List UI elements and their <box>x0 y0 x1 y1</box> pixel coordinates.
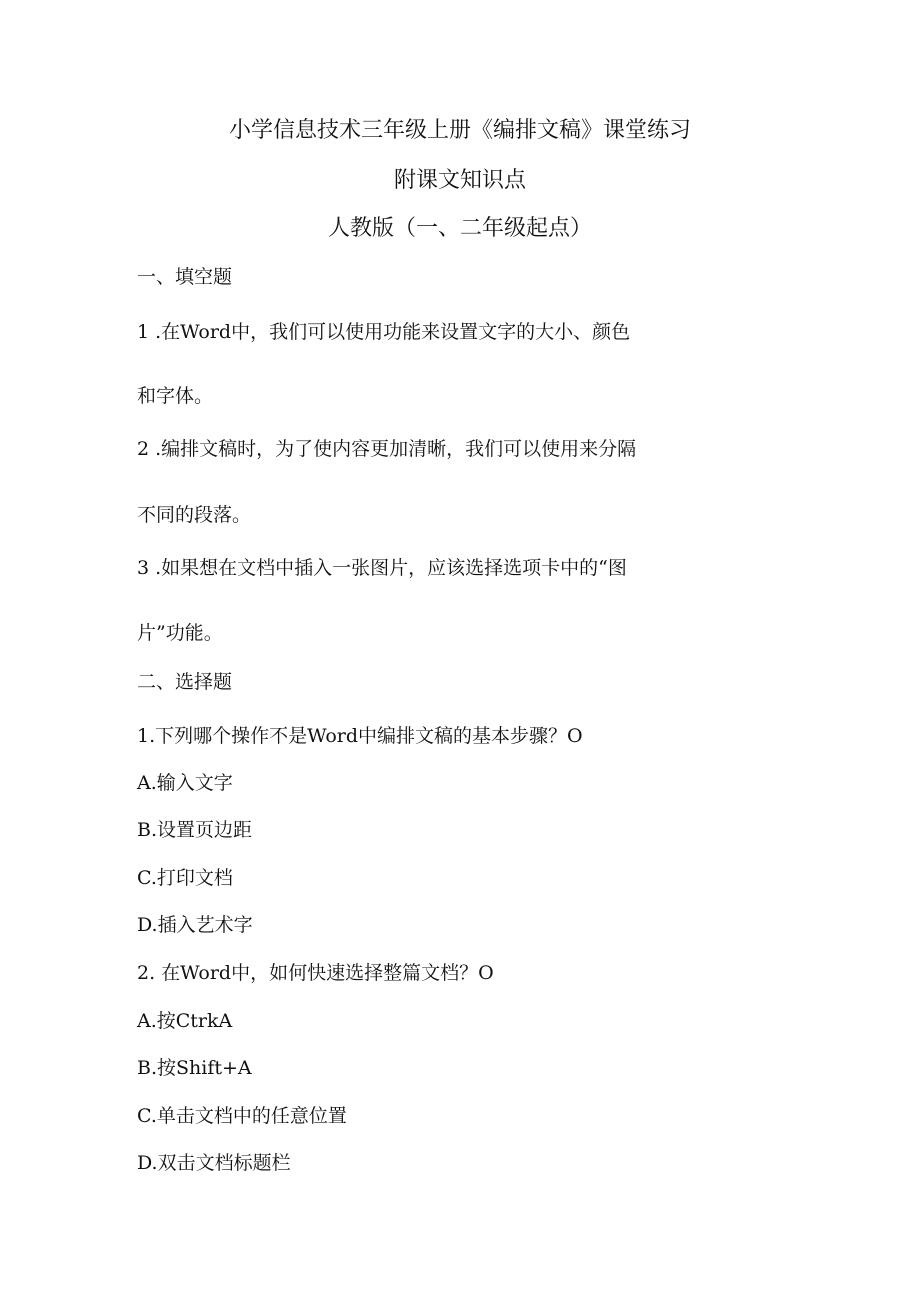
choice-question-2-option-d: D.双击文档标题栏 <box>137 1152 291 1174</box>
fill-question-1-line-1: 1 .在Word中，我们可以使用功能来设置文字的大小、颜色 <box>137 321 631 343</box>
choice-question-1: 1.下列哪个操作不是Word中编排文稿的基本步骤？O <box>137 725 583 747</box>
choice-question-1-option-c: C.打印文档 <box>137 867 233 889</box>
document-title: 小学信息技术三年级上册《编排文稿》课堂练习 <box>228 118 691 143</box>
fill-question-1-line-2: 和字体。 <box>137 385 214 407</box>
document-subtitle: 附课文知识点 <box>393 168 526 193</box>
choice-question-2-option-c: C.单击文档中的任意位置 <box>137 1105 347 1127</box>
fill-question-2-line-2: 不同的段落。 <box>137 504 252 526</box>
section-heading-fill-blank: 一、填空题 <box>137 266 233 288</box>
section-heading-multiple-choice: 二、选择题 <box>137 671 233 693</box>
fill-question-3-line-2: 片”功能。 <box>137 622 223 644</box>
choice-question-2: 2. 在Word中，如何快速选择整篇文档？O <box>137 962 494 984</box>
document-edition: 人教版（一、二年级起点） <box>327 216 592 241</box>
choice-question-2-option-b: B.按Shift+A <box>137 1057 252 1079</box>
fill-question-3-line-1: 3 .如果想在文档中插入一张图片，应该选择选项卡中的“图 <box>137 557 627 579</box>
choice-question-1-option-a: A.输入文字 <box>137 772 233 794</box>
choice-question-1-option-b: B.设置页边距 <box>137 819 253 841</box>
choice-question-2-option-a: A.按CtrkA <box>137 1010 233 1032</box>
choice-question-1-option-d: D.插入艺术字 <box>137 914 253 936</box>
fill-question-2-line-1: 2 .编排文稿时，为了使内容更加清晰，我们可以使用来分隔 <box>137 438 637 460</box>
